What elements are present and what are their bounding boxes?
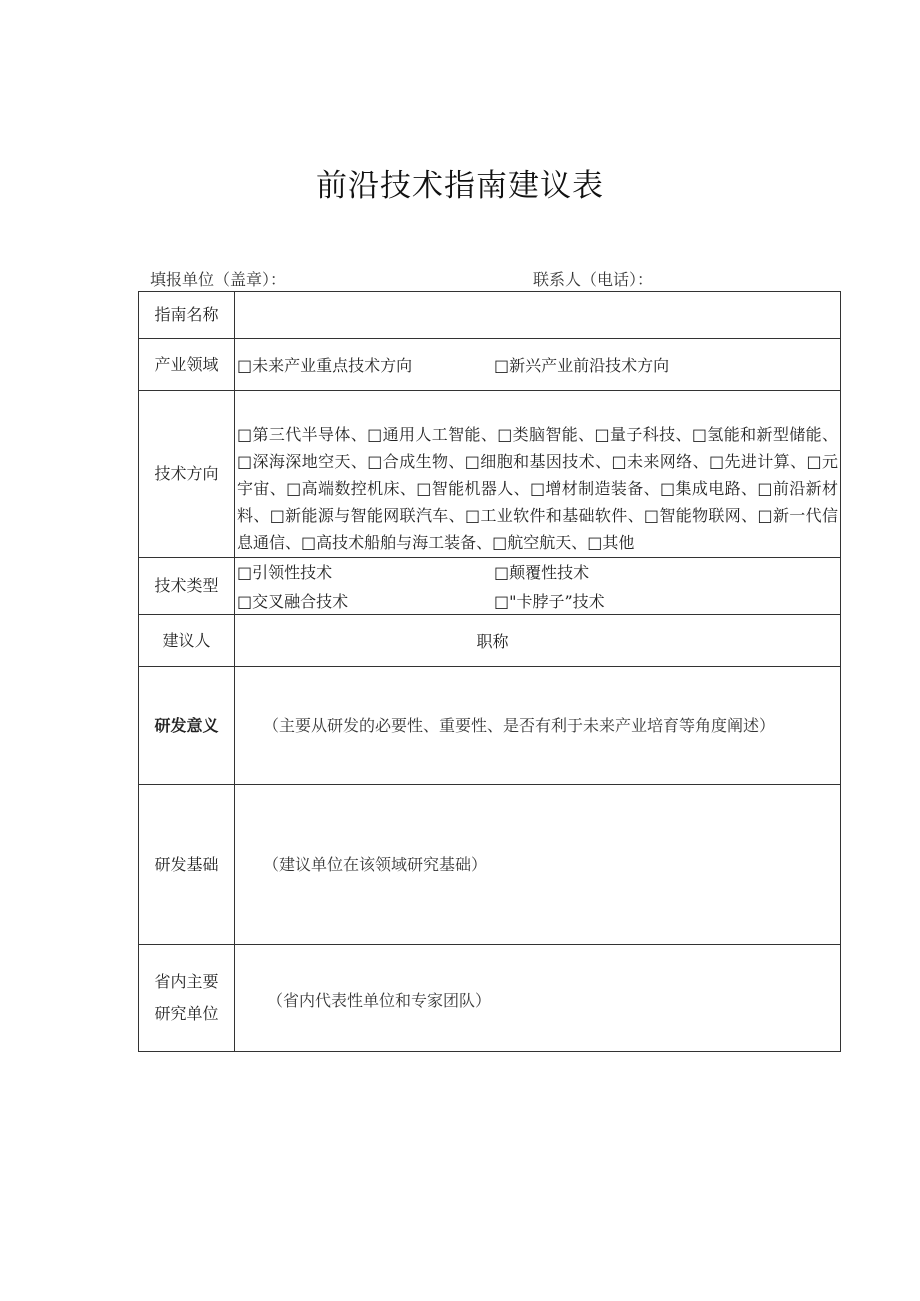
proposal-form-table — [138, 291, 841, 1052]
guide-name-field[interactable] — [235, 292, 841, 339]
research-units-label — [139, 945, 235, 1052]
foundation-field[interactable] — [235, 785, 841, 945]
option-future-industry[interactable]: □未来产业重点技术方向 — [237, 356, 413, 375]
research-units-label-line2: 研究单位 — [154, 1004, 219, 1023]
option-leading-tech[interactable]: □引领性技术 — [237, 563, 333, 582]
tech-type-label: 技术类型 — [139, 558, 235, 615]
row-proposer — [139, 615, 841, 667]
research-units-hint: （省内代表性单位和专家团队） — [267, 991, 492, 1010]
significance-field[interactable] — [235, 667, 841, 785]
page-title: 前沿技术指南建议表 — [316, 168, 604, 204]
row-research-units — [139, 945, 841, 1052]
guide-name-label: 指南名称 — [139, 292, 235, 339]
option-cross-fusion-tech[interactable]: □交叉融合技术 — [237, 592, 349, 611]
significance-label: 研发意义 — [139, 667, 235, 785]
row-tech-type — [139, 558, 841, 615]
contact-label: 联系人（电话）： — [533, 270, 654, 289]
proposer-label: 建议人 — [139, 615, 235, 667]
row-industry-field — [139, 339, 841, 391]
fill-unit-label: 填报单位（盖章）： — [150, 270, 287, 289]
option-bottleneck-tech[interactable]: □"卡脖子”技术 — [494, 592, 605, 611]
industry-field-label: 产业领域 — [139, 339, 235, 391]
research-units-label-line1: 省内主要 — [154, 972, 219, 991]
tech-type-options — [235, 558, 841, 615]
row-guide-name — [139, 292, 841, 339]
job-title-label: 职称 — [476, 632, 509, 651]
foundation-label: 研发基础 — [139, 785, 235, 945]
foundation-hint: （建议单位在该领域研究基础） — [263, 855, 488, 874]
option-disruptive-tech[interactable]: □颠覆性技术 — [494, 563, 590, 582]
proposer-field[interactable] — [235, 615, 841, 667]
industry-field-options — [235, 339, 841, 391]
tech-direction-label: 技术方向 — [139, 391, 235, 558]
row-tech-direction — [139, 391, 841, 558]
row-significance — [139, 667, 841, 785]
option-emerging-industry[interactable]: □新兴产业前沿技术方向 — [494, 356, 670, 375]
significance-hint: （主要从研发的必要性、重要性、是否有利于未来产业培育等角度阐述） — [263, 716, 776, 735]
tech-direction-list[interactable]: □第三代半导体、□通用人工智能、□类脑智能、□量子科技、□氢能和新型储能、□深海深地空天、□合成生物、□细胞和基因技术、□未来网络、□先进计算、□元宇宙、□高端数控机床、□智能机器人、□增材制造装备、□集成电路、□前沿新材料、□新能源与智能网联汽车、□工业软件和基础软件、□智能物联网、□新一代信息通信、□高技术船舶与海工装备、□航空航天、□其他 — [237, 425, 838, 552]
research-units-field[interactable] — [235, 945, 841, 1052]
row-foundation — [139, 785, 841, 945]
tech-direction-options — [235, 391, 841, 558]
